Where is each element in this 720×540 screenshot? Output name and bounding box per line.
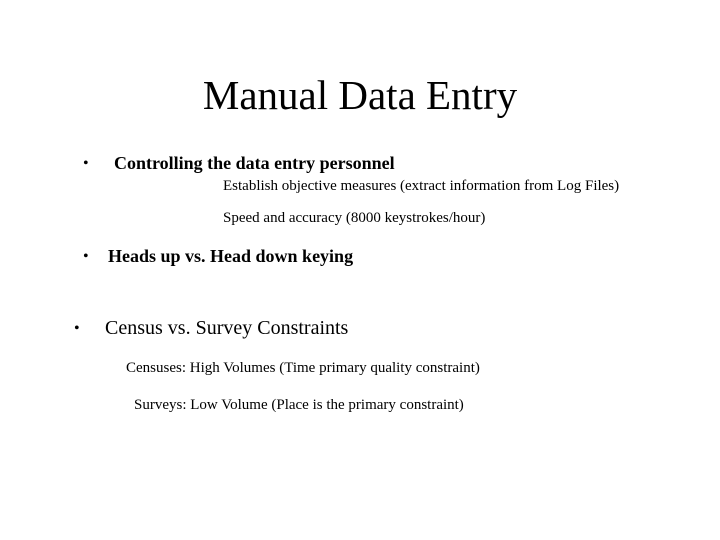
bullet-icon: • bbox=[74, 320, 80, 337]
bullet-icon: • bbox=[83, 155, 89, 172]
slide-title: Manual Data Entry bbox=[202, 72, 518, 118]
subitem-surveys: Surveys: Low Volume (Place is the primary constraint) bbox=[134, 397, 464, 413]
subitem-speed-accuracy: Speed and accuracy (8000 keystrokes/hour) bbox=[223, 210, 486, 226]
subitem-objective-measures: Establish objective measures (extract information from Log Files) bbox=[223, 178, 620, 194]
section-heading-heads-up: Heads up vs. Head down keying bbox=[108, 246, 354, 266]
section-heading-census-survey: Census vs. Survey Constraints bbox=[105, 317, 349, 339]
subitem-censuses: Censuses: High Volumes (Time primary quality constraint) bbox=[126, 360, 480, 376]
bullet-icon: • bbox=[83, 248, 89, 265]
section-heading-controlling: Controlling the data entry personnel bbox=[114, 153, 395, 173]
